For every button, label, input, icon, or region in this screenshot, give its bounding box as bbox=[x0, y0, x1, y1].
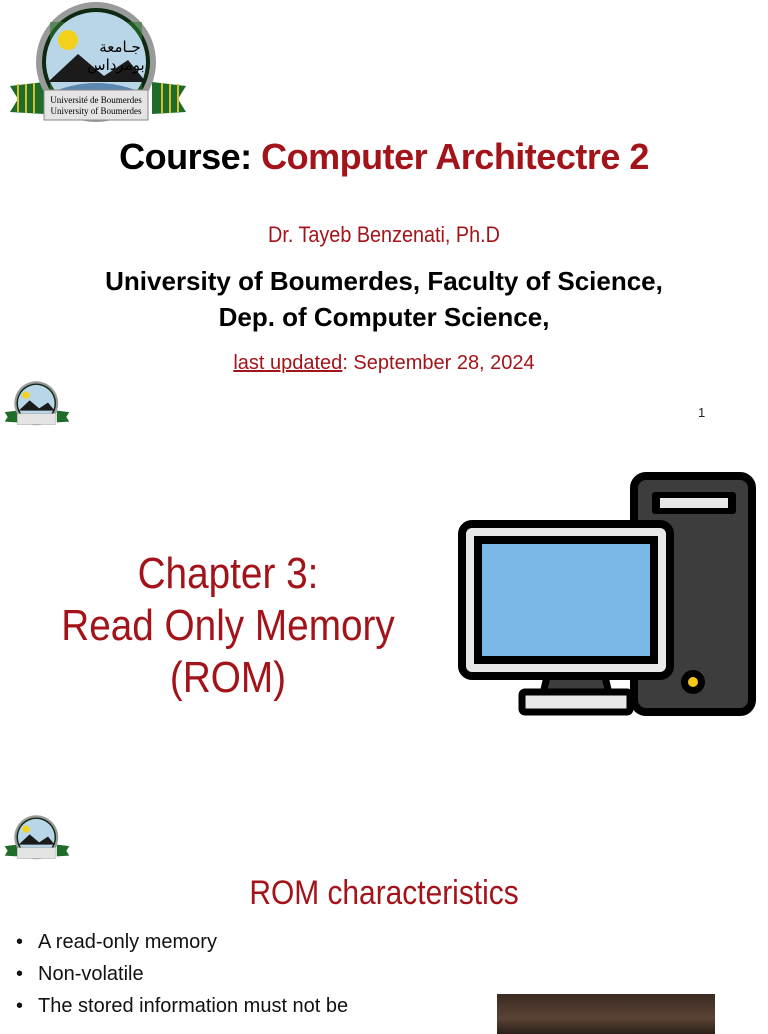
svg-text:University of Boumerdes: University of Boumerdes bbox=[50, 106, 142, 116]
svg-text:بومرداس: بومرداس bbox=[87, 56, 145, 74]
list-item: • Non-volatile bbox=[16, 963, 144, 985]
course-title bbox=[0, 136, 768, 178]
university-logo bbox=[8, 2, 188, 126]
list-item: • A read-only memory bbox=[16, 931, 217, 953]
chapter-title bbox=[54, 548, 402, 704]
slide-heading: ROM characteristics bbox=[249, 874, 519, 912]
course-name: Computer Architectre 2 bbox=[261, 136, 649, 177]
chapter-number: Chapter 3: bbox=[137, 549, 319, 598]
svg-text:Université de Boumerdes: Université de Boumerdes bbox=[50, 95, 142, 105]
university-logo-small bbox=[4, 814, 70, 862]
chapter-abbrev: (ROM) bbox=[169, 653, 287, 702]
slide-title bbox=[0, 0, 768, 440]
rom-chip-photo bbox=[497, 994, 715, 1034]
characteristics-list bbox=[14, 930, 348, 1026]
course-prefix: Course: bbox=[119, 136, 262, 177]
slide-chapter bbox=[0, 448, 768, 788]
chapter-name: Read Only Memory bbox=[61, 601, 395, 650]
desktop-computer-icon bbox=[456, 472, 758, 718]
university-line-2: Dep. of Computer Science, bbox=[218, 302, 550, 332]
last-updated-date: : September 28, 2024 bbox=[342, 352, 535, 374]
bullet-icon: • bbox=[16, 995, 24, 1017]
author-name: Dr. Tayeb Benzenati, Ph.D bbox=[268, 222, 500, 247]
list-item: • The stored information must not be bbox=[16, 995, 349, 1017]
last-updated bbox=[0, 352, 768, 375]
bullet-icon: • bbox=[16, 931, 24, 953]
last-updated-label[interactable]: last updated bbox=[233, 352, 343, 374]
svg-text:جـامعة: جـامعة bbox=[99, 38, 141, 56]
university-line-1: University of Boumerdes, Faculty of Science, bbox=[105, 266, 663, 296]
page-number: 1 bbox=[698, 405, 706, 420]
bullet-icon: • bbox=[16, 963, 24, 985]
university-logo-small bbox=[4, 380, 70, 428]
slide-rom-characteristics bbox=[0, 800, 768, 1024]
